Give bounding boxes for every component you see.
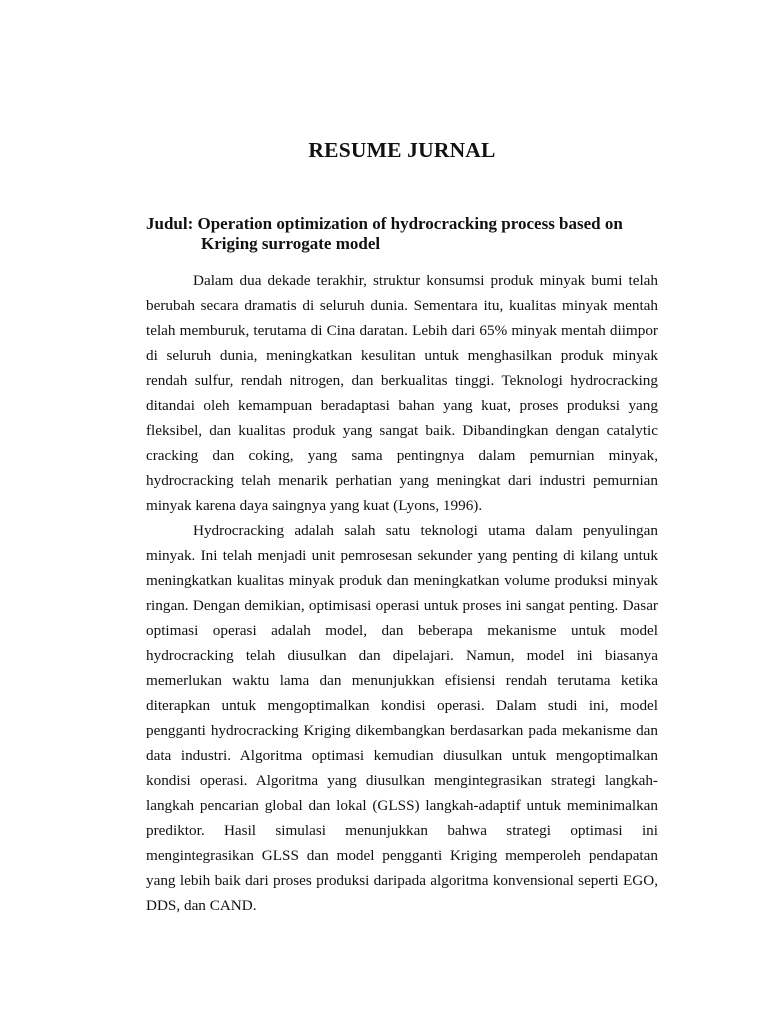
paragraph-2-line: kondisi operasi. Algoritma yang diusulkan mengintegrasikan strategi langkah- <box>146 772 658 789</box>
paragraph-1-line: hydrocracking telah menarik perhatian yang meningkat dari industri pemurnian <box>146 472 658 489</box>
paragraph-1-line: cracking dan coking, yang sama pentingnya dalam pemurnian minyak, <box>146 447 658 464</box>
paragraph-2-line: prediktor. Hasil simulasi menunjukkan bahwa strategi optimasi ini <box>146 822 658 839</box>
paragraph-2-line: pengganti hydrocracking Kriging dikembangkan berdasarkan pada mekanisme dan <box>146 722 658 739</box>
paragraph-2-line: optimasi operasi adalah model, dan beberapa mekanisme untuk model <box>146 622 658 639</box>
journal-title-line: Kriging surrogate model <box>201 234 381 253</box>
paragraph-1-line: fleksibel, dan kualitas produk yang sangat baik. Dibandingkan dengan catalytic <box>146 422 658 439</box>
paragraph-2-line: hydrocracking telah diusulkan dan dipelajari. Namun, model ini biasanya <box>146 647 658 664</box>
paragraph-2-line: ringan. Dengan demikian, optimisasi operasi untuk proses ini sangat penting. Dasar <box>146 597 658 614</box>
paragraph-1-line: minyak karena daya saingnya yang kuat (Lyons, 1996). <box>146 497 483 514</box>
journal-title <box>146 214 666 254</box>
paragraph-2-line: memerlukan waktu lama dan menunjukkan efisiensi rendah terutama ketika <box>146 672 658 689</box>
paragraph-2-line: Hydrocracking adalah salah satu teknologi utama dalam penyulingan <box>193 522 658 539</box>
paragraph-1-line: di seluruh dunia, meningkatkan kesulitan untuk menghasilkan produk minyak <box>146 347 658 364</box>
paragraph-2-line: langkah pencarian global dan lokal (GLSS) langkah-adaptif untuk meminimalkan <box>146 797 658 814</box>
paragraph-1-line: rendah sulfur, rendah nitrogen, dan berkualitas tinggi. Teknologi hydrocracking <box>146 372 658 389</box>
paragraph-1-line: Dalam dua dekade terakhir, struktur konsumsi produk minyak bumi telah <box>193 272 658 289</box>
paragraph-2-line: data industri. Algoritma optimasi kemudian diusulkan untuk mengoptimalkan <box>146 747 658 764</box>
paragraph-2-line: DDS, dan CAND. <box>146 897 257 914</box>
paragraph-2-line: minyak. Ini telah menjadi unit pemrosesan sekunder yang penting di kilang untuk <box>146 547 658 564</box>
paragraph-2-line: yang lebih baik dari proses produksi daripada algoritma konvensional seperti EGO, <box>146 872 658 889</box>
paragraph-2-line: mengintegrasikan GLSS dan model pengganti Kriging memperoleh pendapatan <box>146 847 658 864</box>
journal-title-line: Judul: Operation optimization of hydrocracking process based on <box>146 214 623 233</box>
paragraph-1-line: ditandai oleh kemampuan beradaptasi bahan yang kuat, proses produksi yang <box>146 397 658 414</box>
paragraph-1-line: berubah secara dramatis di seluruh dunia. Sementara itu, kualitas minyak mentah <box>146 297 658 314</box>
paragraph-1-line: telah memburuk, terutama di Cina daratan. Lebih dari 65% minyak mentah diimpor <box>146 322 658 339</box>
document-title: RESUME JURNAL <box>308 138 496 162</box>
paragraph-2-line: meningkatkan kualitas minyak produk dan meningkatkan volume produksi minyak <box>146 572 658 589</box>
paragraph-2-line: diterapkan untuk mengoptimalkan kondisi operasi. Dalam studi ini, model <box>146 697 658 714</box>
